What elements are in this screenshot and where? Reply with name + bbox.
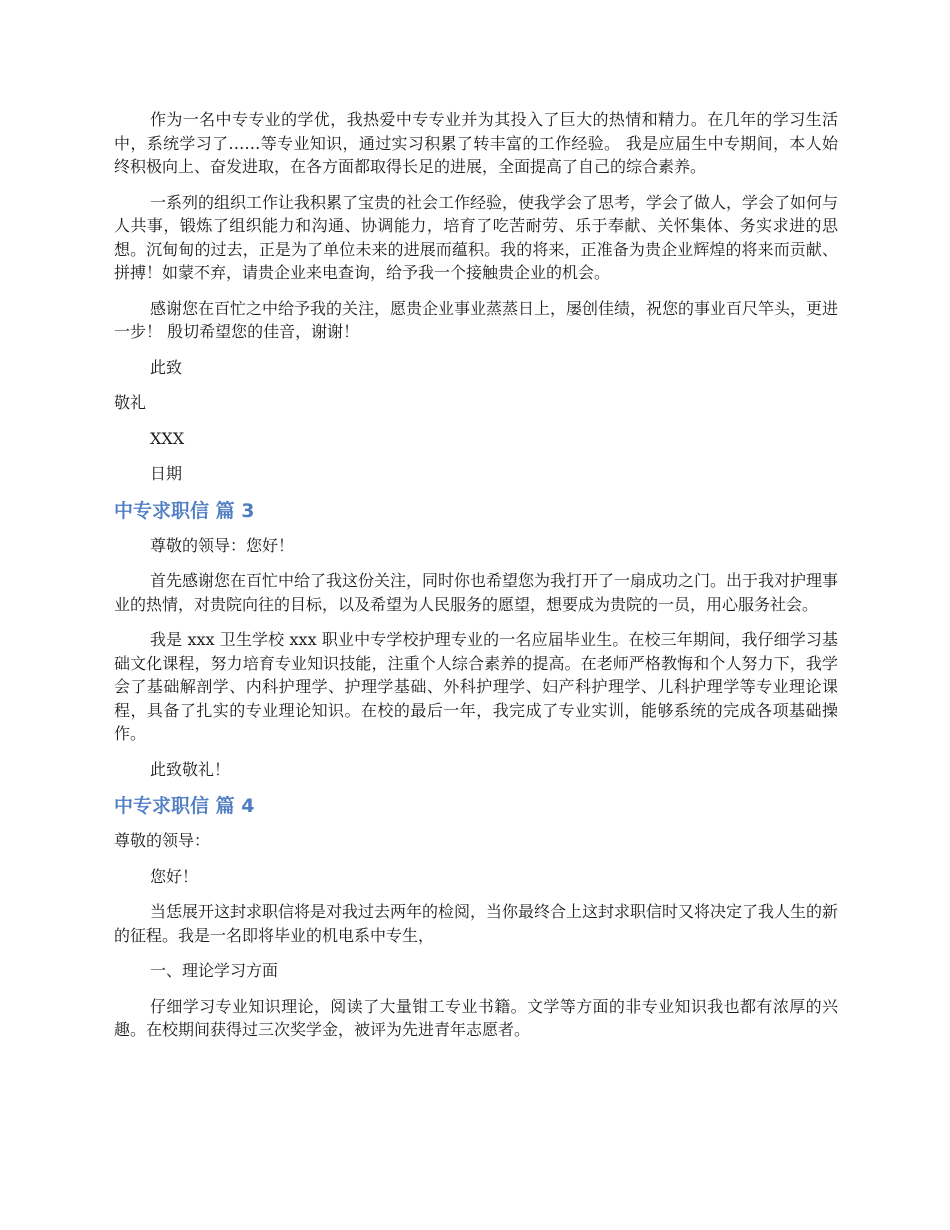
body-paragraph: 我是 xxx 卫生学校 xxx 职业中专学校护理专业的一名应届毕业生。在校三年期间，我仔细学习基础文化课程，努力培育专业知识技能，注重个人综合素养的提高。在老师严格教悔和个人努力下，我学会了基础解剖学、内科护理学、护理学基础、外科护理学、妇产科护理学、儿科护理学等专业理论课程，具备了扎实的专业理论知识。在校的最后一年，我完成了专业实训，能够系统的完成各项基础操作。 bbox=[114, 630, 838, 743]
section-heading: 中专求职信 篇 3 bbox=[114, 499, 255, 522]
document-page bbox=[114, 108, 838, 1054]
body-paragraph: 仔细学习专业知识理论，阅读了大量钳工专业书籍。文学等方面的非专业知识我也都有浓厚的兴趣。在校期间获得过三次奖学金，被评为先进青年志愿者。 bbox=[114, 996, 838, 1039]
subheading-line: 一、理论学习方面 bbox=[150, 961, 279, 980]
closing-line: 此致敬礼！ bbox=[150, 759, 231, 779]
signature-name: XXX bbox=[150, 428, 185, 448]
salutation-line: 尊敬的领导： bbox=[114, 831, 211, 850]
body-paragraph: 感谢您在百忙之中给予我的关注，愿贵企业事业蒸蒸日上，屡创佳绩，祝您的事业百尺竿头，更进一步！ 殷切希望您的佳音，谢谢！ bbox=[114, 298, 839, 341]
greeting-line: 您好！ bbox=[150, 866, 199, 886]
body-paragraph: 作为一名中专专业的学优，我热爱中专专业并为其投入了巨大的热情和精力。在几年的学习生活中，系统学习了……等专业知识，通过实习积累了转丰富的工作经验。 我是应届生中专期间，本人始终积极向上、奋发进取，在各方面都取得长足的进展，全面提高了自己的综合素养。 bbox=[114, 110, 838, 176]
closing-line: 此致 bbox=[150, 357, 183, 377]
section-heading: 中专求职信 篇 4 bbox=[114, 795, 255, 817]
greeting-line: 尊敬的领导：您好！ bbox=[150, 535, 295, 555]
body-paragraph: 首先感谢您在百忙中给了我这份关注，同时你也希望您为我打开了一扇成功之门。出于我对护理事业的热情，对贵院向往的目标，以及希望为人民服务的愿望，想要成为贵院的一员，用心服务社会。 bbox=[114, 571, 839, 614]
body-paragraph: 当恁展开这封求职信将是对我过去两年的检阅，当你最终合上这封求职信时又将决定了我人生的新的征程。我是一名即将毕业的机电系中专生， bbox=[114, 902, 839, 945]
body-paragraph: 一系列的组织工作让我积累了宝贵的社会工作经验，使我学会了思考，学会了做人，学会了如何与人共事，锻炼了组织能力和沟通、协调能力，培育了吃苦耐劳、乐于奉献、关怀集体、务实求进的思想。沉甸甸的过去，正是为了单位未来的进展而蕴积。我的将来，正准备为贵企业辉煌的将来而贡献、拼搏！如蒙不弃，请贵企业来电查询，给予我一个接触贵企业的机会。 bbox=[114, 192, 839, 282]
signature-date: 日期 bbox=[150, 464, 183, 483]
salute-line: 敬礼 bbox=[114, 393, 147, 412]
